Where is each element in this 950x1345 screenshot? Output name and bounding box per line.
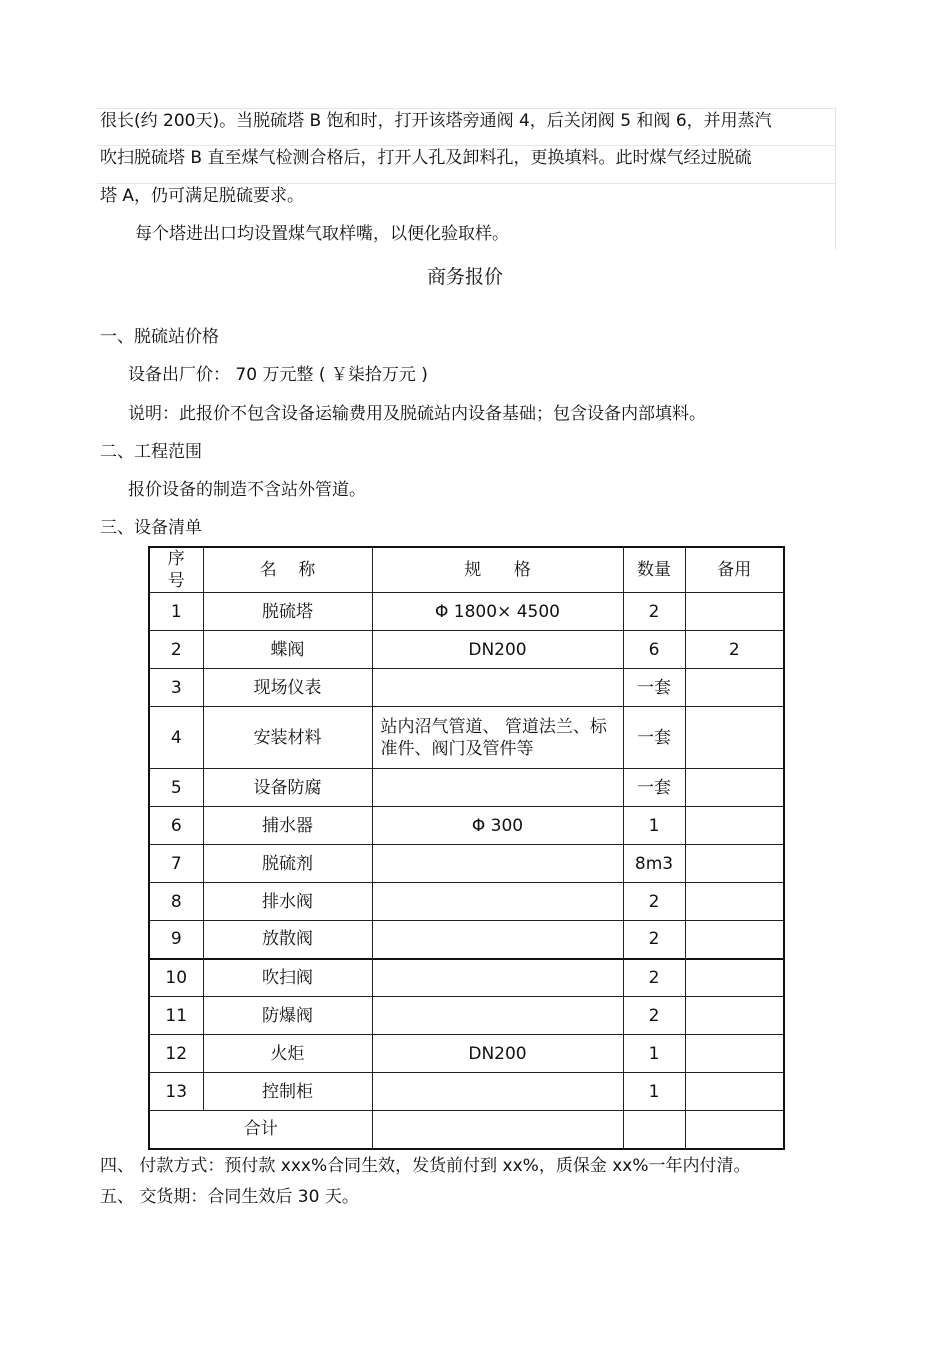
cell-name: 控制柜 bbox=[203, 1073, 372, 1111]
cell-qty: 1 bbox=[623, 1035, 685, 1073]
cell-spare bbox=[685, 883, 784, 921]
table-row bbox=[149, 593, 784, 631]
table-row bbox=[149, 997, 784, 1035]
table-row bbox=[149, 883, 784, 921]
cell-spec bbox=[372, 1073, 623, 1111]
cell-qty: 2 bbox=[623, 997, 685, 1035]
cell-spare bbox=[685, 769, 784, 807]
cell-name: 现场仪表 bbox=[203, 669, 372, 707]
table-row bbox=[149, 631, 784, 669]
cell-spare bbox=[685, 1035, 784, 1073]
table-row bbox=[149, 959, 784, 997]
cell-qty: 2 bbox=[623, 921, 685, 959]
equipment-table bbox=[148, 546, 785, 1150]
intro-line-3: 塔 A，仍可满足脱硫要求。 bbox=[100, 186, 305, 206]
cell-spare bbox=[685, 921, 784, 959]
section-1-heading: 一、脱硫站价格 bbox=[100, 327, 219, 347]
cell-qty: 2 bbox=[623, 883, 685, 921]
cell-seq: 8 bbox=[149, 883, 203, 921]
table-row bbox=[149, 769, 784, 807]
cell-name: 设备防腐 bbox=[203, 769, 372, 807]
cell-spec: 站内沼气管道、 管道法兰、标准件、阀门及管件等 bbox=[372, 707, 623, 769]
cell-spec: DN200 bbox=[372, 1035, 623, 1073]
cell-spec bbox=[372, 845, 623, 883]
cell-spec bbox=[372, 997, 623, 1035]
header-seq: 序号 bbox=[149, 547, 203, 593]
section-2-heading: 二、工程范围 bbox=[100, 442, 202, 462]
scope-text: 报价设备的制造不含站外管道。 bbox=[128, 480, 366, 500]
intro-line-2: 吹扫脱硫塔 B 直至煤气检测合格后，打开人孔及卸料孔，更换填料。此时煤气经过脱硫 bbox=[100, 148, 752, 168]
cell-spare bbox=[685, 959, 784, 997]
cell-name: 放散阀 bbox=[203, 921, 372, 959]
cell-spare bbox=[685, 845, 784, 883]
cell-seq: 13 bbox=[149, 1073, 203, 1111]
cell-name: 火炬 bbox=[203, 1035, 372, 1073]
cell-seq: 10 bbox=[149, 959, 203, 997]
cell-spare bbox=[685, 707, 784, 769]
header-spare: 备用 bbox=[685, 547, 784, 593]
cell-spec bbox=[372, 669, 623, 707]
table-row bbox=[149, 669, 784, 707]
cell-spare: 2 bbox=[685, 631, 784, 669]
cell-spec bbox=[372, 769, 623, 807]
cell-name: 脱硫塔 bbox=[203, 593, 372, 631]
cell-seq: 3 bbox=[149, 669, 203, 707]
table-row bbox=[149, 707, 784, 769]
header-qty: 数量 bbox=[623, 547, 685, 593]
cell-qty: 1 bbox=[623, 807, 685, 845]
cell-seq: 5 bbox=[149, 769, 203, 807]
page-title: 商务报价 bbox=[426, 266, 503, 288]
cell-qty: 8m3 bbox=[623, 845, 685, 883]
cell-seq: 7 bbox=[149, 845, 203, 883]
table-row bbox=[149, 921, 784, 959]
cell-qty: 1 bbox=[623, 1073, 685, 1111]
cell-spec: Φ 300 bbox=[372, 807, 623, 845]
intro-line-4: 每个塔进出口均设置煤气取样嘴，以便化验取样。 bbox=[135, 224, 509, 244]
payment-terms: 四、 付款方式：预付款 xxx%合同生效，发货前付到 xx%，质保金 xx%一年内付清。 bbox=[100, 1156, 751, 1176]
table-row bbox=[149, 845, 784, 883]
header-spec: 规 格 bbox=[372, 547, 623, 593]
cell-spare bbox=[685, 807, 784, 845]
cell-name: 脱硫剂 bbox=[203, 845, 372, 883]
cell-spare bbox=[685, 997, 784, 1035]
table-total-row bbox=[149, 1111, 784, 1149]
total-empty-cell bbox=[372, 1111, 623, 1149]
cell-qty: 2 bbox=[623, 593, 685, 631]
price-line: 设备出厂价： 70 万元整 ( ￥柒拾万元 ) bbox=[128, 365, 428, 385]
cell-spare bbox=[685, 593, 784, 631]
price-note: 说明：此报价不包含设备运输费用及脱硫站内设备基础；包含设备内部填料。 bbox=[128, 404, 706, 424]
table-header-row bbox=[149, 547, 784, 593]
table-row bbox=[149, 1073, 784, 1111]
cell-spec bbox=[372, 959, 623, 997]
cell-spec bbox=[372, 921, 623, 959]
cell-name: 捕水器 bbox=[203, 807, 372, 845]
cell-spec bbox=[372, 883, 623, 921]
section-3-heading: 三、设备清单 bbox=[100, 518, 202, 538]
cell-seq: 2 bbox=[149, 631, 203, 669]
total-empty-cell bbox=[685, 1111, 784, 1149]
cell-spare bbox=[685, 1073, 784, 1111]
cell-seq: 12 bbox=[149, 1035, 203, 1073]
cell-qty: 一套 bbox=[623, 669, 685, 707]
cell-qty: 一套 bbox=[623, 769, 685, 807]
cell-spec: Φ 1800× 4500 bbox=[372, 593, 623, 631]
table-row bbox=[149, 1035, 784, 1073]
cell-name: 蝶阀 bbox=[203, 631, 372, 669]
cell-name: 吹扫阀 bbox=[203, 959, 372, 997]
total-empty-cell bbox=[623, 1111, 685, 1149]
cell-spare bbox=[685, 669, 784, 707]
cell-seq: 1 bbox=[149, 593, 203, 631]
delivery-terms: 五、 交货期：合同生效后 30 天。 bbox=[100, 1187, 359, 1207]
cell-name: 安装材料 bbox=[203, 707, 372, 769]
cell-qty: 2 bbox=[623, 959, 685, 997]
cell-seq: 9 bbox=[149, 921, 203, 959]
cell-name: 排水阀 bbox=[203, 883, 372, 921]
table-row bbox=[149, 807, 784, 845]
cell-qty: 一套 bbox=[623, 707, 685, 769]
total-label: 合计 bbox=[149, 1111, 372, 1149]
header-name: 名 称 bbox=[203, 547, 372, 593]
cell-seq: 6 bbox=[149, 807, 203, 845]
cell-spec: DN200 bbox=[372, 631, 623, 669]
cell-name: 防爆阀 bbox=[203, 997, 372, 1035]
cell-qty: 6 bbox=[623, 631, 685, 669]
cell-seq: 11 bbox=[149, 997, 203, 1035]
intro-line-1: 很长(约 200天)。当脱硫塔 B 饱和时，打开该塔旁通阀 4，后关闭阀 5 和阀 6，并用蒸汽 bbox=[100, 111, 772, 131]
cell-seq: 4 bbox=[149, 707, 203, 769]
